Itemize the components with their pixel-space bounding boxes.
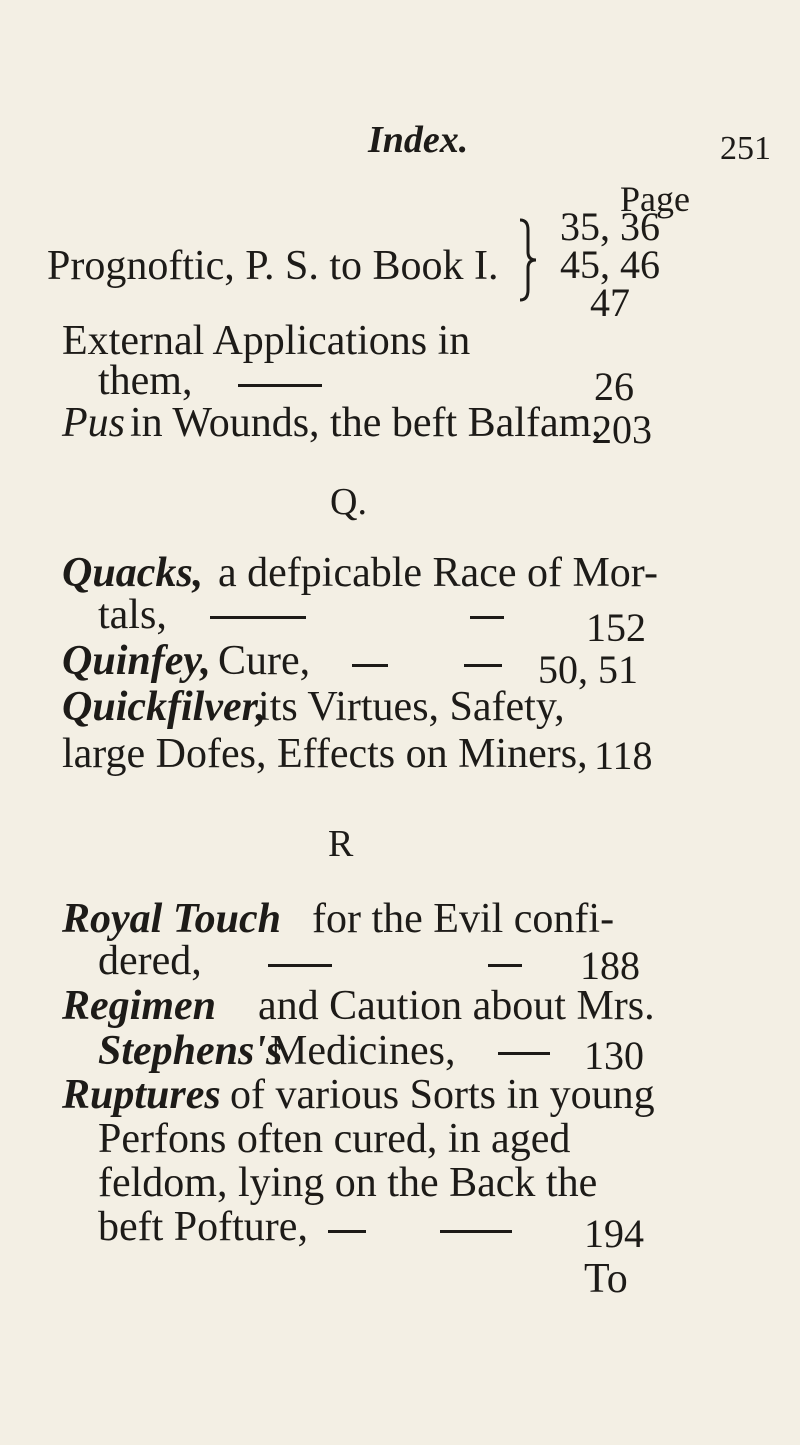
entry-prognostic-pages-2: 45, 46	[560, 242, 660, 287]
entry-quinsey-keyword: Quinfey,	[62, 638, 211, 684]
entry-quicksilver-line1: its Virtues, Safety,	[258, 684, 565, 730]
brace-icon	[518, 218, 540, 302]
entry-quicksilver-line2: large Dofes, Effects on Miners,	[62, 731, 588, 777]
running-title: Index.	[368, 119, 469, 161]
leader-dash	[328, 1230, 366, 1233]
entry-ruptures-line4: beft Pofture,	[98, 1204, 308, 1250]
section-letter-q: Q.	[330, 481, 367, 523]
entry-ruptures-line3: feldom, lying on the Back the	[98, 1160, 598, 1206]
entry-ruptures-pages: 194	[584, 1211, 644, 1256]
leader-dash	[498, 1052, 550, 1055]
entry-quacks-line2: tals,	[98, 592, 167, 638]
entry-quacks-pages: 152	[586, 605, 646, 650]
leader-dash	[488, 964, 522, 967]
leader-dash	[440, 1230, 512, 1233]
catchword: To	[584, 1256, 628, 1302]
leader-dash	[210, 616, 306, 619]
entry-prognostic-pages-3: 47	[590, 280, 630, 325]
section-letter-r: R	[328, 823, 354, 865]
entry-pus-pages: 203	[592, 407, 652, 452]
entry-prognostic: Prognoftic, P. S. to Book I.	[47, 243, 499, 289]
leader-dash	[464, 664, 502, 667]
entry-royal-touch-pages: 188	[580, 943, 640, 988]
entry-quinsey-pages: 50, 51	[538, 647, 638, 692]
entry-external-line1: External Applications in	[62, 318, 471, 364]
entry-ruptures-line2: Perfons often cured, in aged	[98, 1116, 571, 1162]
entry-quacks-line1: a defpicable Race of Mor-	[218, 550, 658, 596]
entry-regimen-line2: Medicines,	[270, 1028, 456, 1074]
entry-ruptures-keyword: Ruptures	[62, 1072, 221, 1118]
leader-dash	[352, 664, 388, 667]
entry-pus-text: in Wounds, the beft Balfam,	[130, 400, 602, 446]
entry-regimen-line1: and Caution about Mrs.	[258, 983, 655, 1029]
entry-regimen-keyword: Regimen	[62, 983, 216, 1029]
page-number: 251	[720, 130, 771, 167]
entry-ruptures-line1: of various Sorts in young	[230, 1072, 655, 1118]
entry-quacks-keyword: Quacks,	[62, 550, 204, 596]
entry-royal-touch-line1: for the Evil confi-	[312, 896, 615, 942]
entry-external-pages: 26	[594, 364, 634, 409]
entry-royal-touch-keyword: Royal Touch	[62, 896, 281, 942]
page-column-heading: Page	[620, 179, 690, 219]
entry-pus-keyword: Pus	[62, 400, 125, 446]
entry-regimen-pages: 130	[584, 1033, 644, 1078]
leader-dash	[268, 964, 332, 967]
entry-quicksilver-pages: 118	[594, 733, 653, 778]
entry-regimen-keyword2: Stephens's	[98, 1028, 283, 1074]
entry-prognostic-pages-1: 35, 36	[560, 204, 660, 249]
leader-dash	[470, 616, 504, 619]
leader-dash	[238, 384, 322, 387]
entry-quicksilver-keyword: Quickfilver,	[62, 684, 267, 730]
entry-quinsey-line1: Cure,	[218, 638, 311, 684]
entry-royal-touch-line2: dered,	[98, 938, 202, 984]
entry-external-line2: them,	[98, 358, 193, 404]
